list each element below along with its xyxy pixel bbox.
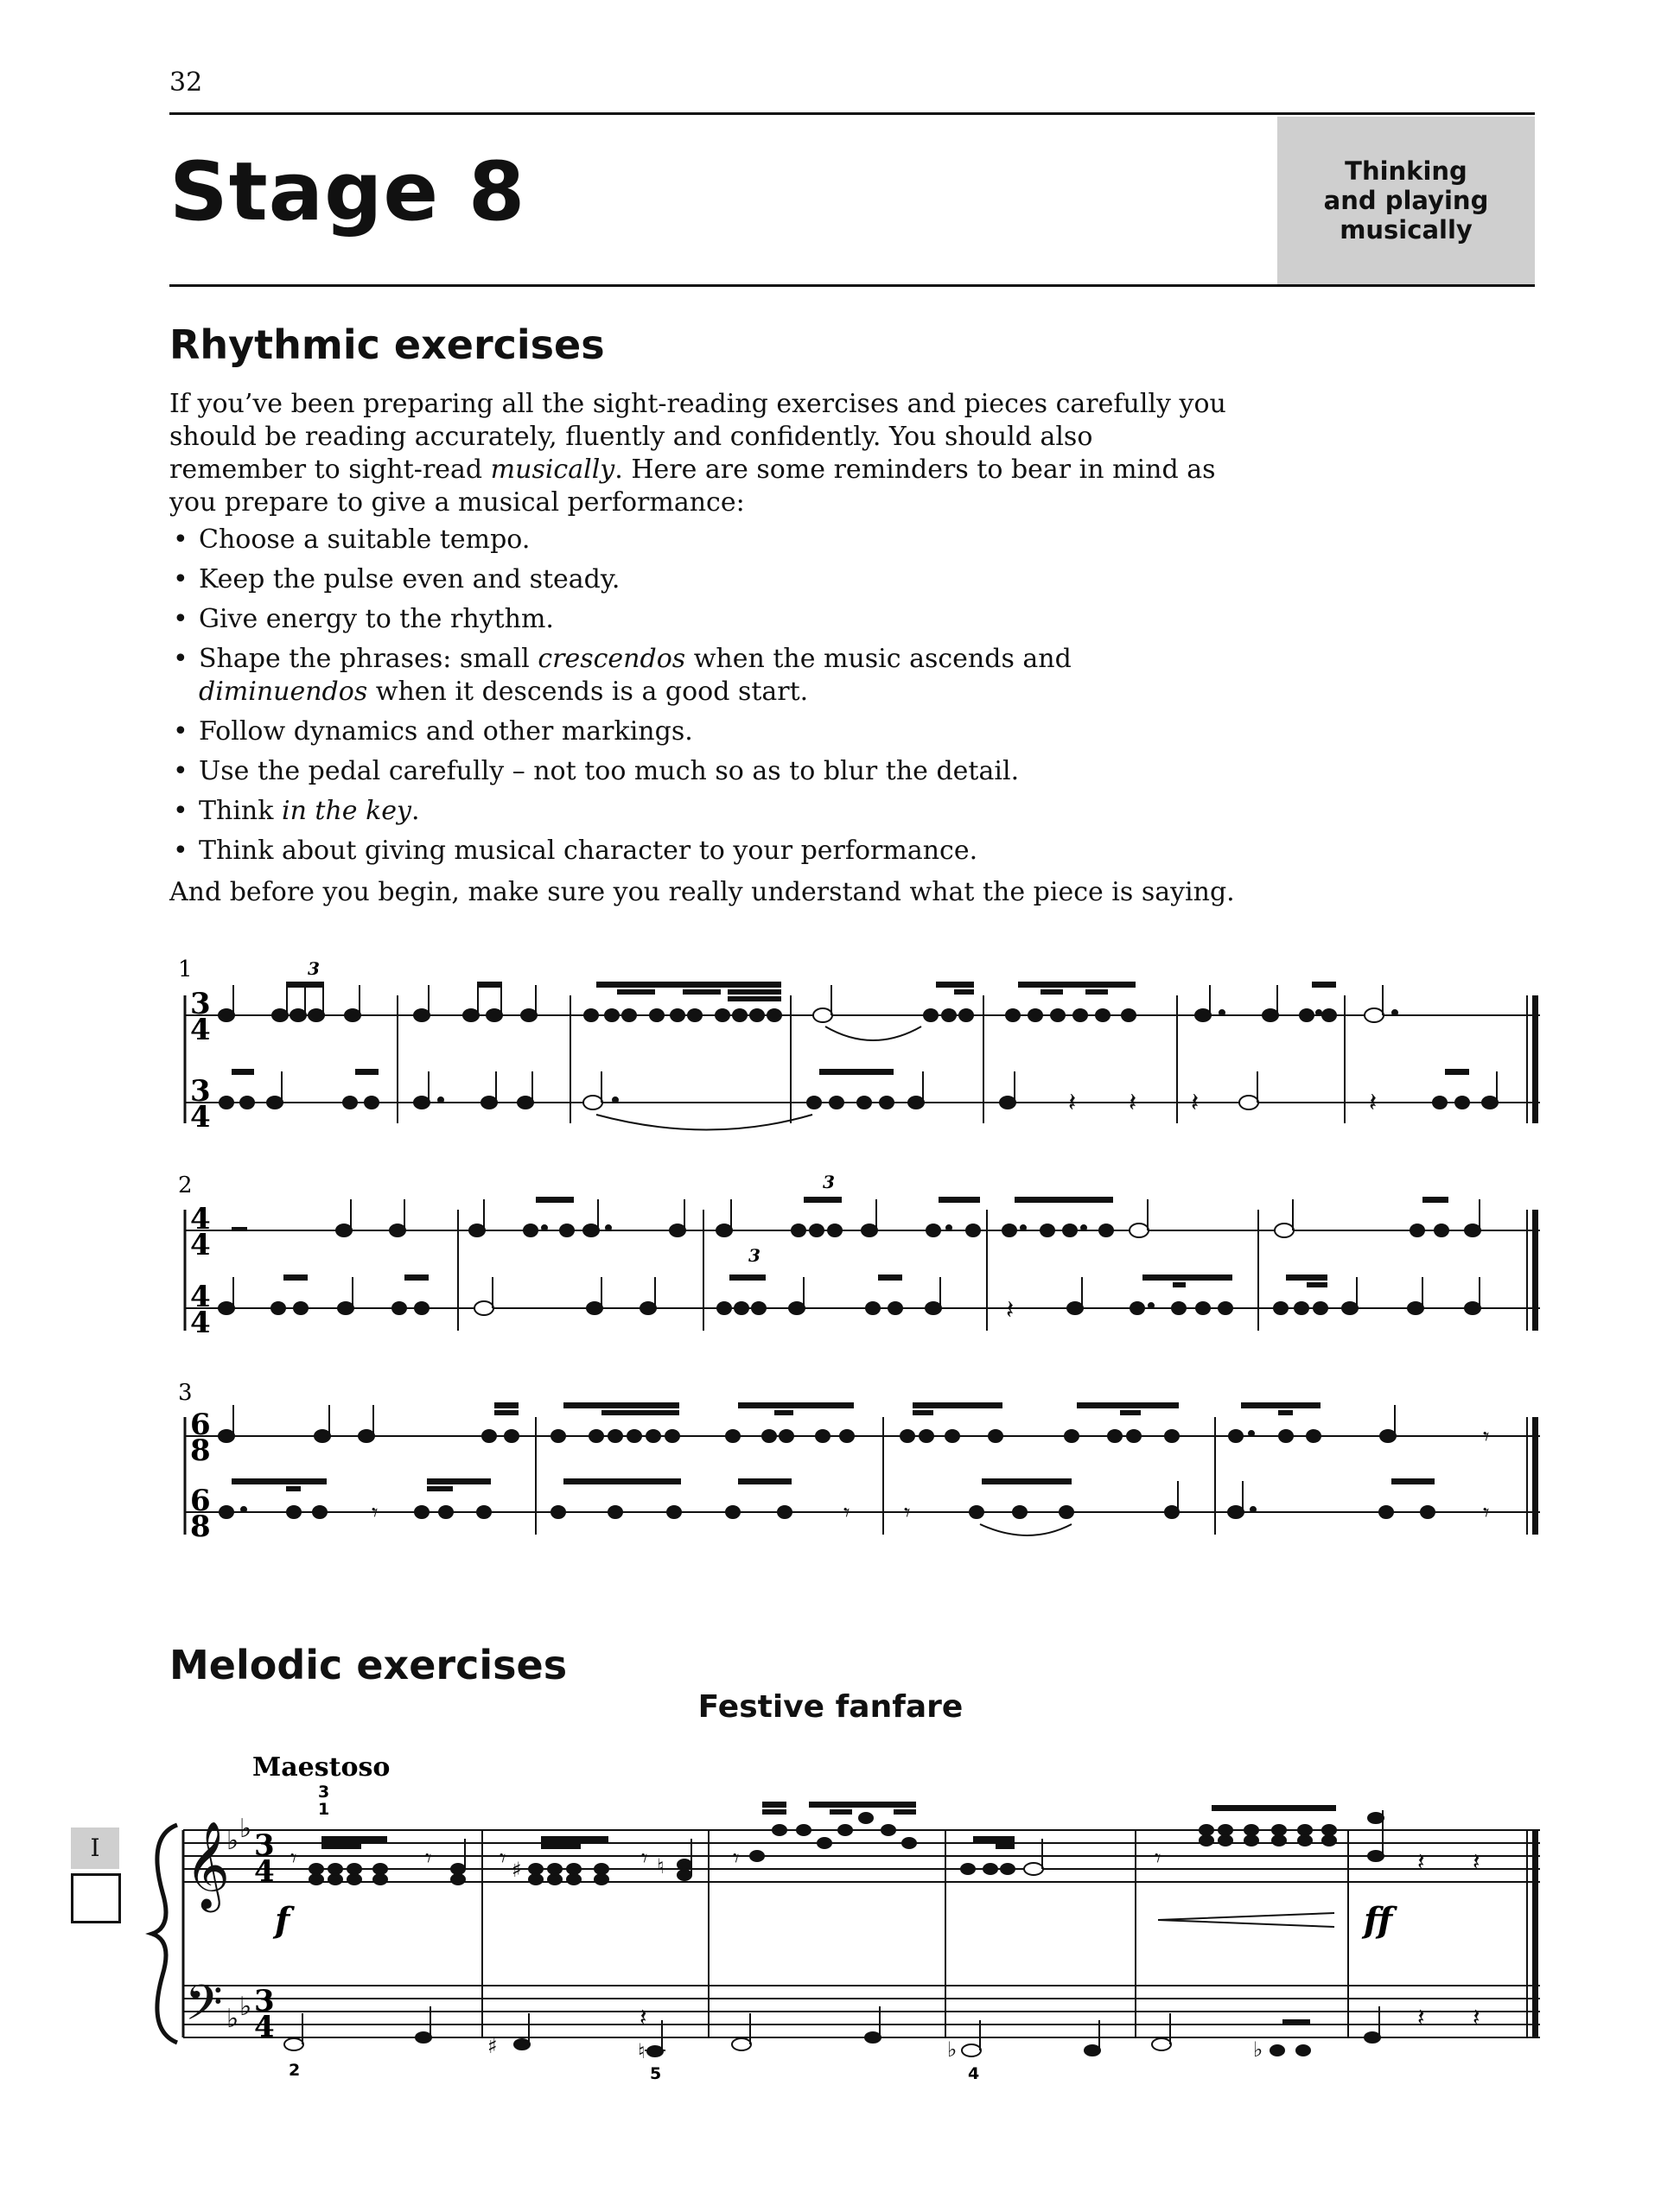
page-number: 32 — [169, 67, 203, 98]
svg-text:♭: ♭ — [226, 1826, 239, 1856]
melodic-heading: Melodic exercises — [169, 1642, 568, 1688]
intro-text: If you’ve been preparing all the sight-reading exercises and pieces carefully you should be reading accurately, fluently and confidently. You should also remember to sight-read — [169, 389, 1226, 485]
tie — [980, 1524, 1072, 1535]
svg-text:𝄽: 𝄽 — [1417, 2003, 1425, 2031]
final-barline-thick — [1532, 1210, 1538, 1331]
tempo-marking: Maestoso — [252, 1752, 391, 1783]
tie — [825, 1027, 921, 1040]
fingering: 4 — [968, 2064, 980, 2083]
time-signature-bottom: 4 — [254, 1854, 275, 1889]
time-signature-top: 4 — [190, 1202, 211, 1236]
svg-text:♯: ♯ — [487, 2034, 498, 2058]
festive-fanfare-score — [152, 1752, 1540, 2083]
svg-text:♮: ♮ — [638, 2039, 646, 2063]
time-signature-top: 4 — [190, 1280, 211, 1314]
rhythm-exercise-3 — [178, 1380, 1540, 1544]
svg-text:♯: ♯ — [512, 1858, 522, 1882]
list-item-emphasis: crescendos — [538, 644, 686, 674]
time-signature-top: 6 — [190, 1408, 211, 1442]
final-barline-thick — [1532, 995, 1538, 1123]
rhythmic-heading: Rhythmic exercises — [169, 321, 605, 368]
bass-staff — [183, 1986, 1540, 2037]
exercise-label: I — [71, 1827, 119, 1869]
final-barline-thick — [1532, 1830, 1538, 2037]
closing-paragraph: And before you begin, make sure you really understand what the piece is saying. — [169, 877, 1235, 907]
final-barline-thick — [1532, 1417, 1538, 1535]
svg-text:𝄽: 𝄽 — [1191, 1088, 1200, 1118]
triplet-mark: 3 — [748, 1245, 760, 1266]
time-signature-bottom: 4 — [190, 1228, 211, 1262]
bass-notes — [284, 2006, 1380, 2056]
list-item-text: Follow dynamics and other markings. — [199, 716, 693, 747]
svg-text:𝄾: 𝄾 — [904, 1498, 911, 1527]
time-signature-top: 6 — [190, 1484, 211, 1518]
fingering: 2 — [289, 2061, 301, 2080]
time-signature-bottom: 4 — [190, 1100, 211, 1135]
quarter-rest: 𝄽 — [1006, 1295, 1015, 1325]
time-signature-bottom: 4 — [254, 2010, 275, 2044]
svg-text:𝄾: 𝄾 — [1483, 1422, 1490, 1451]
list-item-text: . — [410, 796, 420, 826]
triplet-mark: 3 — [308, 958, 320, 979]
fingering: 5 — [650, 2064, 662, 2083]
svg-text:𝄽: 𝄽 — [1417, 1847, 1425, 1876]
intro-emphasis: musically — [490, 454, 615, 485]
svg-text:𝄽: 𝄽 — [1129, 1088, 1137, 1118]
list-item-text: Use the pedal carefully – not too much so as to blur the detail. — [199, 756, 1020, 786]
svg-text:𝄾: 𝄾 — [843, 1498, 850, 1527]
svg-text:𝄾: 𝄾 — [425, 1844, 432, 1872]
exercise-number: 2 — [178, 1173, 193, 1198]
crescendo-hairpin — [1158, 1913, 1334, 1927]
time-signature-bottom: 4 — [190, 1013, 211, 1047]
list-item-text: Keep the pulse even and steady. — [199, 564, 620, 594]
list-item-text: Think about giving musical character to your performance. — [199, 836, 978, 866]
svg-text:𝄾: 𝄾 — [500, 1844, 506, 1872]
svg-text:𝄾: 𝄾 — [372, 1498, 379, 1527]
rhythm-exercise-2 — [178, 1172, 1540, 1340]
dynamic-fortissimo: ff — [1364, 1900, 1393, 1941]
list-item-text: Think — [199, 796, 282, 826]
fingering: 3 — [318, 1783, 330, 1802]
svg-text:♭: ♭ — [239, 1814, 252, 1844]
topic-line: musically — [1340, 215, 1473, 245]
svg-text:𝄽: 𝄽 — [1473, 2003, 1480, 2031]
list-item-text: Choose a suitable tempo. — [199, 524, 531, 555]
svg-text:𝄽: 𝄽 — [1068, 1088, 1077, 1118]
brace — [152, 1825, 177, 2043]
svg-text:𝄾: 𝄾 — [1483, 1498, 1490, 1527]
bass-clef-icon: 𝄢 — [185, 1975, 223, 2044]
svg-text:♭: ♭ — [226, 2004, 239, 2034]
time-signature-bottom: 8 — [190, 1433, 211, 1468]
triplet-mark: 3 — [823, 1172, 835, 1192]
time-signature-top: 3 — [254, 1828, 275, 1863]
list-item-text: when the music ascends and — [685, 644, 1072, 674]
tie — [596, 1115, 812, 1130]
time-signature-bottom: 4 — [190, 1306, 211, 1340]
svg-text:𝄾: 𝄾 — [1155, 1844, 1161, 1872]
topic-line: Thinking — [1345, 156, 1467, 186]
fingering: 1 — [318, 1800, 330, 1819]
svg-text:𝄾: 𝄾 — [641, 1844, 648, 1872]
half-rest — [232, 1227, 247, 1231]
list-item-emphasis: in the key — [281, 796, 411, 826]
treble-clef-icon: 𝄞 — [185, 1820, 231, 1909]
svg-text:𝄾: 𝄾 — [733, 1844, 740, 1872]
list-item-emphasis: diminuendos — [199, 677, 368, 707]
time-signature-top: 3 — [190, 1074, 211, 1109]
key-signature — [226, 1814, 251, 2034]
svg-text:𝄽: 𝄽 — [640, 2003, 647, 2031]
exercise-number: 1 — [178, 957, 193, 982]
time-signature-top: 3 — [254, 1984, 275, 2018]
svg-text:♭: ♭ — [239, 1992, 252, 2022]
svg-text:𝄽: 𝄽 — [1473, 1847, 1480, 1876]
svg-text:♭: ♭ — [1253, 2037, 1263, 2062]
page-title: Stage 8 — [169, 145, 526, 239]
time-signature-bottom: 8 — [190, 1510, 211, 1544]
dynamic-forte: f — [275, 1900, 290, 1941]
topic-line: and playing — [1323, 186, 1489, 215]
svg-text:𝄾: 𝄾 — [290, 1844, 297, 1872]
svg-text:♮: ♮ — [657, 1854, 665, 1878]
exercise-number: 3 — [178, 1380, 193, 1406]
svg-text:♭: ♭ — [947, 2037, 958, 2062]
list-item-text: when it descends is a good start. — [367, 677, 809, 707]
svg-text:𝄽: 𝄽 — [1369, 1088, 1378, 1118]
time-signature-top: 3 — [190, 987, 211, 1021]
list-item-text: Shape the phrases: small — [199, 644, 538, 674]
rests — [290, 1844, 1480, 2031]
intro-text-end: . Here are some reminders to bear in mind as you prepare to give a musical performance: — [169, 454, 1216, 518]
list-item-text: Give energy to the rhythm. — [199, 604, 554, 634]
piece-title: Festive fanfare — [697, 1689, 964, 1725]
rhythm-exercise-1 — [178, 957, 1540, 1135]
